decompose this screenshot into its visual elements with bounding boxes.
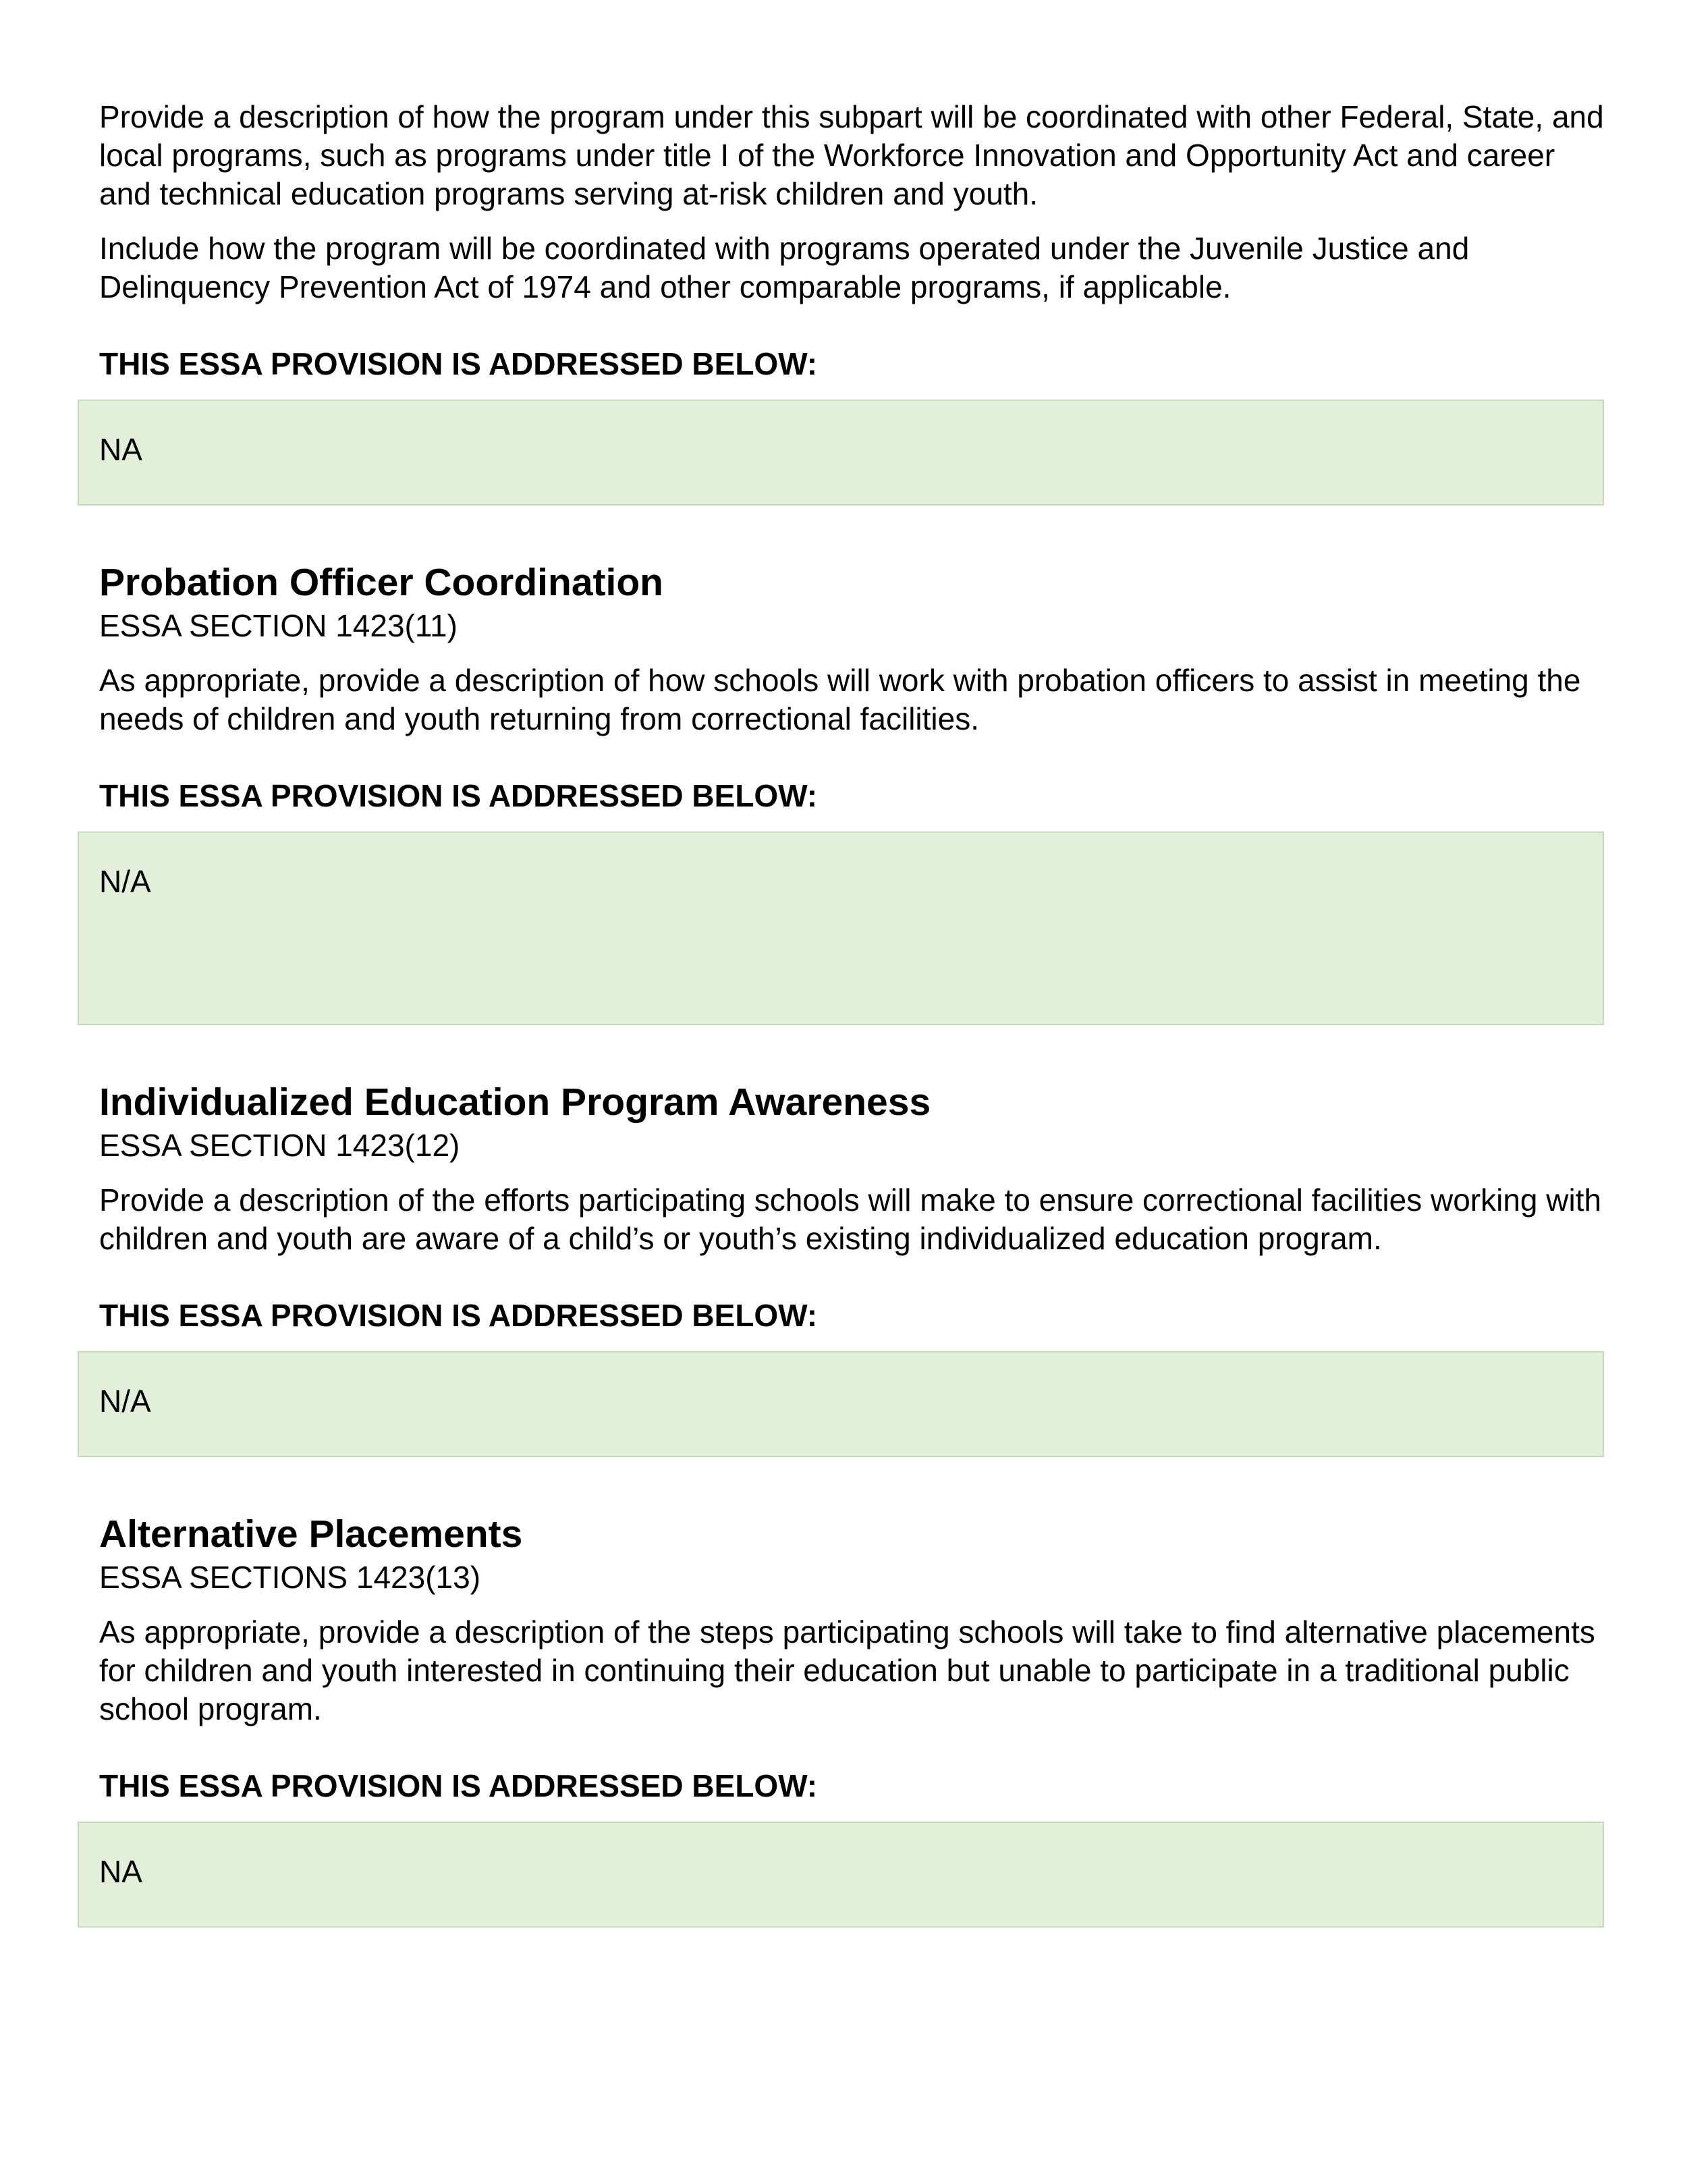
provision-label: THIS ESSA PROVISION IS ADDRESSED BELOW: [99,778,818,813]
section-iep-awareness [99,1078,1604,1457]
response-text: N/A [99,1384,151,1419]
response-box[interactable] [78,1351,1604,1457]
response-text: NA [99,1854,142,1889]
section-reference: ESSA SECTIONS 1423(13) [99,1560,481,1595]
intro-paragraph: Include how the program will be coordinated with programs operated under the Juvenile Justice and Delinquency Prevention Act of 1974 and other comparable programs, if applicable. [99,231,1470,304]
section-title: Probation Officer Coordination [99,561,663,604]
section-probation-officer-coordination [99,558,1604,1025]
intro-paragraph: Provide a description of how the program under this subpart will be coordinated with other Federal, State, and local programs, such as programs under title I of the Workforce Innovation and Opportunity Act and career and technical education programs serving at-risk children and youth. [99,99,1604,211]
section-alternative-placements [99,1510,1604,1928]
section-description: Provide a description of the efforts participating schools will make to ensure correctional facilities working with children and youth are aware of a child’s or youth’s existing individualized education program. [99,1182,1602,1256]
section-reference: ESSA SECTION 1423(11) [99,608,458,643]
response-box[interactable] [78,831,1604,1025]
section-description: As appropriate, provide a description of how schools will work with probation officers to assist in meeting the needs of children and youth returning from correctional facilities. [99,663,1581,736]
response-box[interactable] [78,400,1604,506]
provision-label: THIS ESSA PROVISION IS ADDRESSED BELOW: [99,346,818,381]
section-description: As appropriate, provide a description of the steps participating schools will take to find alternative placements for children and youth interested in continuing their education but unable to participate in a traditional public school program. [99,1614,1595,1726]
document-content [99,98,1604,1980]
response-box[interactable] [78,1822,1604,1928]
section-reference: ESSA SECTION 1423(12) [99,1128,460,1163]
response-text: NA [99,432,142,467]
section-title: Alternative Placements [99,1512,523,1556]
response-text: N/A [99,864,151,899]
provision-label: THIS ESSA PROVISION IS ADDRESSED BELOW: [99,1768,818,1803]
provision-label: THIS ESSA PROVISION IS ADDRESSED BELOW: [99,1298,818,1333]
section-title: Individualized Education Program Awareness [99,1081,931,1124]
